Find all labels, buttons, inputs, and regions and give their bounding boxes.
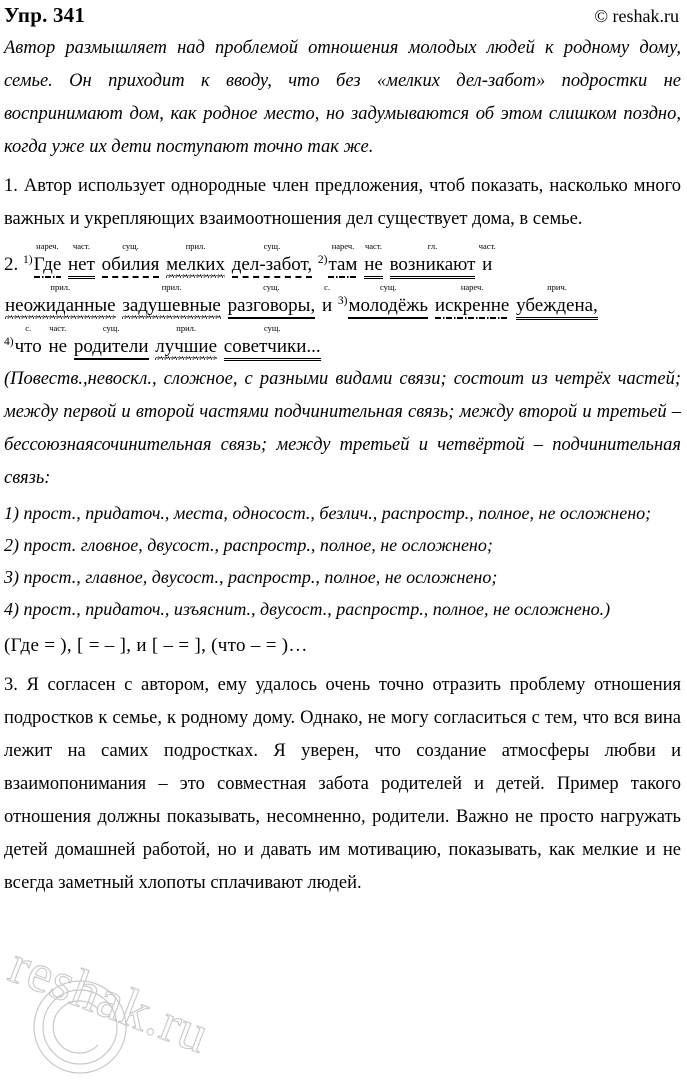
token-gap xyxy=(384,242,389,275)
clause-item: 4) прост., придаточ., изъяснит., двусост., распростр., полное, не осложнено.) xyxy=(4,599,611,619)
parse-token xyxy=(348,283,428,319)
part-of-speech-label: сущ. xyxy=(102,323,120,333)
part-of-speech-label: прил. xyxy=(50,282,71,292)
parse-token xyxy=(155,324,217,360)
parse-token xyxy=(516,283,598,320)
parse-word: неожиданные xyxy=(5,295,116,319)
parse-word: там xyxy=(328,254,357,278)
token-gap xyxy=(68,324,73,357)
watermark-text: reshak.ru xyxy=(2,934,218,1065)
clause-item: 3) прост., главное, двусост., распростр., полное, не осложнено; xyxy=(4,567,498,587)
answer-point-3: 3. Я согласен с автором, ему удалось очень точно отразить проблему отношения подростков к семье, к родному дому. Однако, не могу согласиться с тем, что вся вина лежит на самих подростках. Я уверен, что создание атмосферы любви и взаимопонимания – это совместная забота родителей и детей. Пример такого отношения должны показывать, несомненно, родители. Важно не просто нагружать детей домашней работой, но и давать им мотивацию, показывать, как мелкие и не всегда заметный хлопоты сплачивают людей. xyxy=(4,675,681,893)
parse-token xyxy=(322,283,332,317)
parse-tokens-2 xyxy=(4,282,599,316)
parse-line-3 xyxy=(4,320,681,361)
part-of-speech-label: прил. xyxy=(176,323,196,333)
parse-word: разговоры, xyxy=(228,295,316,319)
token-gap xyxy=(222,283,227,316)
watermark-ring-mark xyxy=(34,981,126,1073)
clause-item: 2) прост. гловное, двусост., распростр., полное, не осложнено; xyxy=(4,535,493,555)
parse-word: мелких xyxy=(166,254,225,278)
part-of-speech-label: прич. xyxy=(547,282,567,292)
part-of-speech-label: гл. xyxy=(427,241,438,251)
parse-word: и xyxy=(321,295,333,316)
parse-token xyxy=(364,242,383,279)
token-gap xyxy=(358,242,363,275)
part-of-speech-label: част. xyxy=(72,241,90,251)
part-of-speech-label: нареч. xyxy=(331,241,355,251)
clause-number: 2) xyxy=(317,254,328,266)
parse-line-2 xyxy=(4,279,681,320)
part-of-speech-label: с. xyxy=(324,282,330,292)
token-gap xyxy=(117,283,122,316)
part-of-speech-label: сущ. xyxy=(122,241,139,251)
parse-word: лучшие xyxy=(155,336,217,360)
parse-token xyxy=(166,242,225,278)
parse-word: возникают xyxy=(390,254,476,279)
token-gap xyxy=(43,324,48,357)
part-of-speech-label: прил. xyxy=(161,282,182,292)
answer-point-1: 1. Автор использует однородные член предложения, чтоб показать, насколько много важных и укрепляющих взаимоотношения дел существует дома, в семье. xyxy=(4,176,681,229)
page-header xyxy=(4,2,681,28)
parse-token xyxy=(15,324,42,358)
token-gap xyxy=(429,283,434,316)
parse-word: задушевные xyxy=(122,295,221,319)
parse-word: обилия xyxy=(102,254,160,278)
parse-word: дел-забот, xyxy=(232,254,312,278)
part-of-speech-label: част. xyxy=(478,241,496,251)
parse-line-1 xyxy=(4,238,681,279)
token-gap xyxy=(218,324,223,357)
token-gap xyxy=(62,242,67,275)
parse-token xyxy=(34,242,62,278)
part-of-speech-label: сущ. xyxy=(263,282,280,292)
parse-token xyxy=(5,283,116,319)
parse-token xyxy=(48,324,67,358)
part-of-speech-label: нареч. xyxy=(460,282,484,292)
parse-token xyxy=(74,324,149,360)
token-gap xyxy=(96,242,101,275)
parse-word: Где xyxy=(34,254,62,278)
sentence-characteristic: (Повеств.,невоскл., сложное, с разными видами связи; состоит из четрёх частей; между первой и второй частями подчинительная связь; между второй и третьей – бессоюзнаясочинительная связь; между третьей и четвёртой – подчинительная связь: xyxy=(4,369,681,488)
parse-word: молодёжь xyxy=(348,295,428,319)
sentence-scheme: (Где = ), [ = – ], и [ – = ], (что – = )… xyxy=(4,635,308,656)
clause-analysis-list xyxy=(4,497,681,625)
clause-number: 3) xyxy=(337,295,348,307)
reshak-watermark xyxy=(2,931,232,1081)
intro-paragraph: Автор размышляет над проблемой отношения молодых людей к родному дому, семье. Он приходит к вводу, что без «мелких дел-забот» подростки не воспринимают дом, как родное место, но задумываются об этом слишком поздно, когда уже их дети поступают точно так же. xyxy=(4,38,681,157)
clause-number: 4) xyxy=(4,336,14,348)
part-of-speech-label: сущ. xyxy=(263,241,281,251)
parse-word: родители xyxy=(74,336,149,360)
parse-word: советчики... xyxy=(224,336,321,361)
parse-word: убеждена, xyxy=(516,295,598,320)
token-gap xyxy=(316,283,321,316)
parse-tokens-3 xyxy=(4,323,322,357)
parse-token xyxy=(328,242,357,278)
copyright-notice: © reshak.ru xyxy=(594,6,679,26)
token-gap xyxy=(226,242,231,275)
token-gap xyxy=(510,283,515,316)
token-gap xyxy=(150,324,155,357)
parse-token xyxy=(435,283,510,319)
parse-marker: 2. xyxy=(4,254,19,275)
part-of-speech-label: прил. xyxy=(185,241,206,251)
parse-token xyxy=(68,242,95,279)
parse-token xyxy=(224,324,321,361)
parse-token xyxy=(228,283,316,319)
part-of-speech-label: част. xyxy=(365,241,383,251)
parse-token xyxy=(478,241,496,276)
parse-word: и xyxy=(482,254,493,275)
part-of-speech-label: сущ. xyxy=(263,323,281,333)
part-of-speech-label: част. xyxy=(49,323,67,333)
parse-word: искренне xyxy=(435,295,510,319)
token-gap xyxy=(160,242,165,275)
clause-number: 1) xyxy=(23,254,33,266)
clause-item: 1) прост., придаточ., места, односост., безлич., распростр., полное, не осложнено; xyxy=(4,503,652,523)
parse-token xyxy=(122,283,221,319)
parse-token xyxy=(102,242,160,278)
parse-word: не xyxy=(364,254,383,279)
parse-tokens-1 xyxy=(23,241,496,275)
parse-token xyxy=(390,242,476,279)
parse-token xyxy=(232,242,312,278)
page-title: Упр. 341 xyxy=(4,3,86,27)
parse-word: нет xyxy=(68,254,95,279)
part-of-speech-label: сущ. xyxy=(379,282,397,292)
parse-word: что xyxy=(14,336,42,357)
parse-word: не xyxy=(48,336,68,357)
part-of-speech-label: с. xyxy=(25,323,32,333)
part-of-speech-label: нареч. xyxy=(36,241,59,251)
syntactic-parse-block xyxy=(4,238,681,361)
